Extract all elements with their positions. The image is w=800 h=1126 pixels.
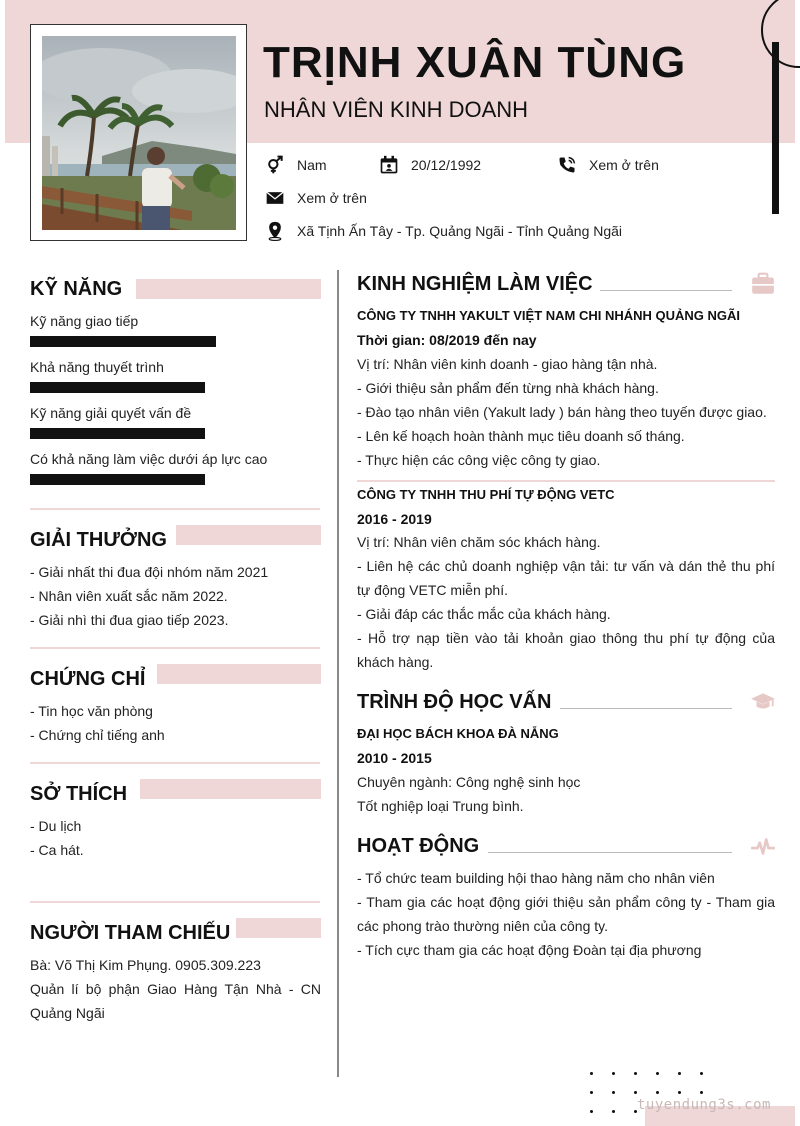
- title-rule: [488, 852, 732, 853]
- decorative-dot: [590, 1091, 593, 1094]
- watermark: tuyendung3s.com: [637, 1097, 771, 1113]
- certificate-item: - Tin học văn phòng: [30, 703, 153, 719]
- certificates-title: CHỨNG CHỈ: [30, 668, 146, 690]
- skills-title: KỸ NĂNG: [30, 278, 123, 300]
- gender-icon: [265, 155, 285, 175]
- contact-birthdate: [379, 155, 481, 175]
- section-divider: [30, 508, 320, 510]
- section-divider: [30, 762, 320, 764]
- profile-photo: [42, 36, 236, 230]
- skill-level-bar: [30, 382, 205, 393]
- award-item: - Giải nhất thi đua đội nhóm năm 2021: [30, 564, 269, 580]
- decorative-dot: [590, 1110, 593, 1113]
- decorative-dot: [656, 1072, 659, 1075]
- award-item: - Nhân viên xuất sắc năm 2022.: [30, 588, 228, 604]
- education-title: TRÌNH ĐỘ HỌC VẤN: [357, 691, 552, 713]
- skill-level-bar: [30, 336, 216, 347]
- job-description-line: - Thực hiện các công việc công ty giao.: [357, 452, 601, 468]
- reference-contact: Bà: Võ Thị Kim Phụng. 0905.309.223: [30, 957, 261, 973]
- job-description-line: - Liên hệ các chủ doanh nghiệp vận tải: tư vấn và dán thẻ thu phí tự động VETC miễn phí.: [357, 558, 775, 598]
- contact-gender: [265, 155, 327, 175]
- job-description-line: - Lên kế hoạch hoàn thành mục tiêu doanh số tháng.: [357, 428, 685, 444]
- gender-text: Nam: [297, 157, 327, 173]
- reference-position: Quản lí bộ phận Giao Hàng Tận Nhà - CN Quảng Ngãi: [30, 981, 321, 1021]
- job-description-line: - Đào tạo nhân viên (Yakult lady ) bán hàng theo tuyến được giao.: [357, 404, 767, 420]
- briefcase-icon: [750, 271, 776, 297]
- job-period: 2016 - 2019: [357, 511, 432, 527]
- skill-level-bar: [30, 474, 205, 485]
- contact-address: [265, 221, 622, 241]
- certificates-title-bar: [157, 664, 321, 684]
- birthdate-text: 20/12/1992: [411, 157, 482, 173]
- job-description-line: - Hỗ trợ nạp tiền vào tải khoản giao thông thu phí tự động của khách hàng.: [357, 630, 775, 670]
- decorative-bar: [772, 42, 779, 214]
- title-rule: [600, 290, 732, 291]
- heartbeat-icon: [750, 834, 776, 860]
- award-item: - Giải nhì thi đua giao tiếp 2023.: [30, 612, 229, 628]
- email-text: Xem ở trên: [297, 190, 367, 206]
- job-description-line: - Giải đáp các thắc mắc của khách hàng.: [357, 606, 611, 622]
- decorative-dot: [612, 1072, 615, 1075]
- skill-label: Khả năng thuyết trình: [30, 359, 164, 375]
- skill-level-bar: [30, 428, 205, 439]
- decorative-dot: [612, 1091, 615, 1094]
- job-company: CÔNG TY TNHH THU PHÍ TỰ ĐỘNG VETC: [357, 487, 615, 502]
- decorative-dot: [634, 1072, 637, 1075]
- address-text: Xã Tịnh Ấn Tây - Tp. Quảng Ngãi - Tỉnh Quảng Ngãi: [297, 223, 623, 239]
- hobbies-title: SỞ THÍCH: [30, 783, 128, 805]
- activity-line: - Tích cực tham gia các hoạt động Đoàn tại địa phương: [357, 942, 702, 958]
- activities-title: HOẠT ĐỘNG: [357, 835, 480, 857]
- certificate-item: - Chứng chỉ tiếng anh: [30, 727, 165, 743]
- job-description-line: - Giới thiệu sản phẩm đến từng nhà khách hàng.: [357, 380, 659, 396]
- envelope-icon: [265, 188, 285, 208]
- skill-label: Kỹ năng giải quyết vấn đề: [30, 405, 192, 421]
- skill-label: Có khả năng làm việc dưới áp lực cao: [30, 451, 268, 467]
- graduation-cap-icon: [750, 689, 776, 715]
- job-company: CÔNG TY TNHH YAKULT VIỆT NAM CHI NHÁNH QUẢNG NGÃI: [357, 308, 741, 323]
- title-rule: [560, 708, 732, 709]
- awards-title-bar: [176, 525, 321, 545]
- job-divider: [357, 480, 775, 482]
- job-description-line: Vị trí: Nhân viên kinh doanh - giao hàng tận nhà.: [357, 356, 658, 372]
- decorative-dot: [634, 1091, 637, 1094]
- references-title-bar: [236, 918, 321, 938]
- education-grade: Tốt nghiệp loại Trung bình.: [357, 798, 524, 814]
- skills-title-bar: [136, 279, 321, 299]
- references-title: NGƯỜI THAM CHIẾU: [30, 922, 231, 944]
- contact-phone: [557, 155, 659, 175]
- school-name: ĐẠI HỌC BÁCH KHOA ĐÀ NẴNG: [357, 726, 559, 741]
- phone-text: Xem ở trên: [589, 157, 659, 173]
- education-period: 2010 - 2015: [357, 750, 432, 766]
- job-period: Thời gian: 08/2019 đến nay: [357, 332, 537, 348]
- activity-line: - Tổ chức team building hội thao hàng năm cho nhân viên: [357, 870, 715, 886]
- column-divider: [337, 270, 339, 1077]
- job-description-line: Vị trí: Nhân viên chăm sóc khách hàng.: [357, 534, 601, 550]
- candidate-role: NHÂN VIÊN KINH DOANH: [264, 97, 529, 122]
- decorative-dot: [612, 1110, 615, 1113]
- hobby-item: - Ca hát.: [30, 842, 84, 858]
- decorative-dot: [700, 1072, 703, 1075]
- activity-line: - Tham gia các hoạt động giới thiệu sản phẩm công ty - Tham gia các phong trào thường niên của công ty.: [357, 894, 775, 934]
- phone-icon: [557, 155, 577, 175]
- map-pin-icon: [265, 221, 285, 241]
- decorative-dot: [656, 1091, 659, 1094]
- skill-label: Kỹ năng giao tiếp: [30, 313, 139, 329]
- section-divider: [30, 901, 320, 903]
- profile-photo-frame: [30, 24, 247, 241]
- contact-email: [265, 188, 367, 208]
- education-major: Chuyên ngành: Công nghệ sinh học: [357, 774, 581, 790]
- hobby-item: - Du lịch: [30, 818, 82, 834]
- calendar-icon: [379, 155, 399, 175]
- awards-title: GIẢI THƯỞNG: [30, 529, 167, 551]
- candidate-name: TRỊNH XUÂN TÙNG: [263, 38, 687, 87]
- decorative-dot: [678, 1072, 681, 1075]
- experience-title: KINH NGHIỆM LÀM VIỆC: [357, 273, 593, 295]
- section-divider: [30, 647, 320, 649]
- decorative-dot: [700, 1091, 703, 1094]
- hobbies-title-bar: [140, 779, 321, 799]
- decorative-dot: [590, 1072, 593, 1075]
- decorative-dot: [678, 1091, 681, 1094]
